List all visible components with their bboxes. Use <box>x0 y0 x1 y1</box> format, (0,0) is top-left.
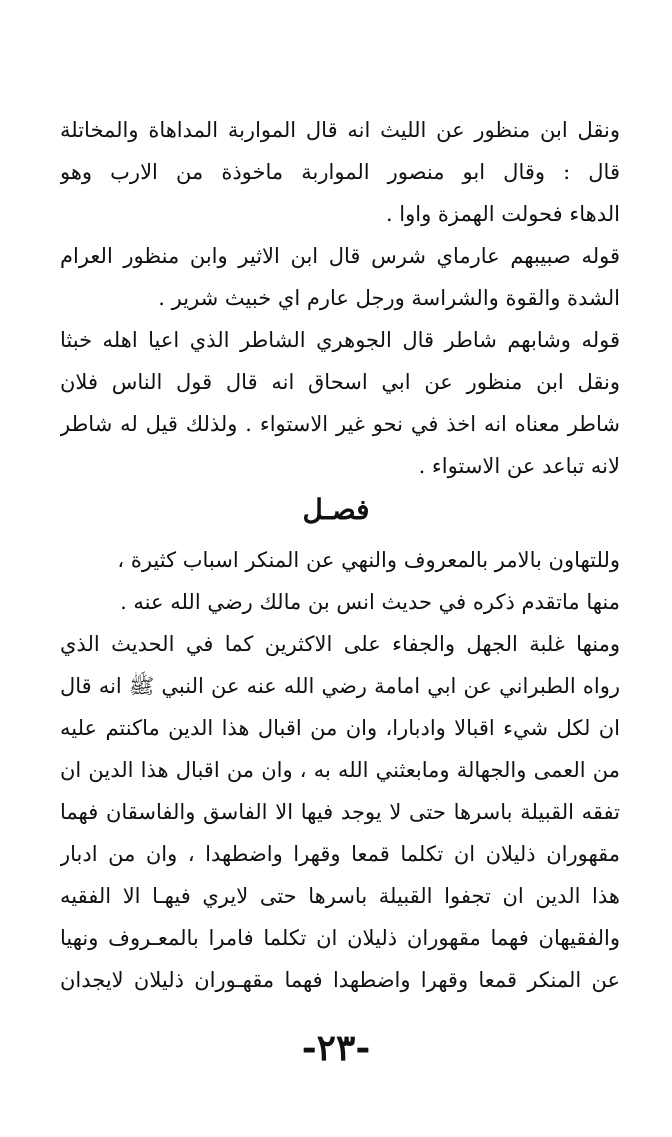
text-line: الدهاء فحولت الهمزة واوا . <box>385 202 620 226</box>
text-line: هذا الدين ان تجفوا القبيلة باسرها حتى لايري فيهـا الا الفقيه <box>60 884 620 908</box>
text-line: قال : وقال ابو منصور المواربة ماخوذة من الارب وهو <box>60 160 620 184</box>
text-line: مقهوران ذليلان ان تكلما قمعا وقهرا واضطهدا ، وان من ادبار <box>60 842 620 866</box>
text-line: ومنها غلبة الجهل والجفاء على الاكثرين كما في الحديث الذي <box>60 632 620 656</box>
text-line: وللتهاون بالامر بالمعروف والنهي عن المنكر اسباب كثيرة ، <box>117 548 620 572</box>
text-line: لانه تباعد عن الاستواء . <box>418 454 620 478</box>
text-line: قوله صبيبهم عارماي شرس قال ابن الاثير وابن منظور العرام <box>60 244 620 268</box>
text-line: والفقيهان فهما مقهوران ذليلان ان تكلما فامرا بالمعـروف ونهيا <box>60 926 620 950</box>
text-line: ونقل ابن منظور عن ابي اسحاق انه قال قول الناس فلان <box>60 370 620 394</box>
text-line: تفقه القبيلة باسرها حتى لا يوجد فيها الا الفاسق والفاسقان فهما <box>60 800 620 824</box>
page-number: -٢٣- <box>301 1027 371 1069</box>
text-line: عن المنكر قمعا وقهرا واضطهدا فهما مقهـوران ذليلان لايجدان <box>60 968 620 992</box>
text-line: قوله وشابهم شاطر قال الجوهري الشاطر الذي اعيا اهله خبثا <box>60 328 620 352</box>
section-heading: فصـل <box>302 493 370 526</box>
text-line: ونقل ابن منظور عن الليث انه قال المواربة المداهاة والمخاتلة <box>60 118 620 142</box>
text-line: شاطر معناه انه اخذ في نحو غير الاستواء . ولذلك قيل له شاطر <box>60 412 620 436</box>
text-line: رواه الطبراني عن ابي امامة رضي الله عنه عن النبي ﷺ انه قال <box>60 674 620 698</box>
text-line: ان لكل شيء اقبالا وادبارا، وان من اقبال هذا الدين ماكنتم عليه <box>60 716 620 740</box>
text-line: من العمى والجهالة ومابعثني الله به ، وان من اقبال هذا الدين ان <box>60 758 620 782</box>
text-line: الشدة والقوة والشراسة ورجل عارم اي خبيث شرير . <box>158 286 620 310</box>
text-line: منها ماتقدم ذكره في حديث انس بن مالك رضي الله عنه . <box>120 590 620 614</box>
